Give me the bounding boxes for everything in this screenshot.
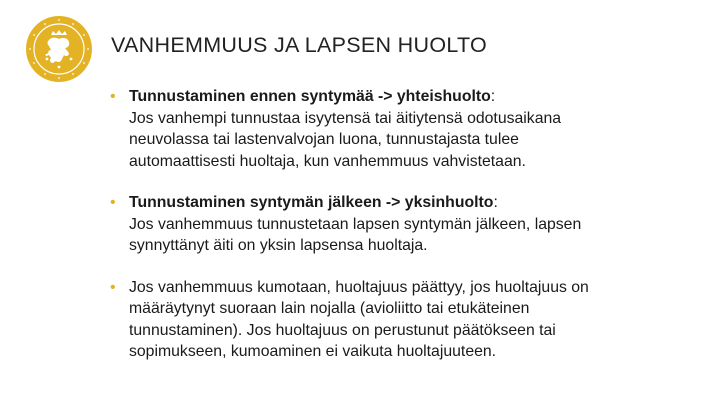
- bullet-text-line: tunnustaminen). Jos huoltajuus on perustunut päätökseen tai: [129, 321, 556, 339]
- bullet-item: [110, 192, 670, 257]
- bullet-item: [110, 277, 670, 363]
- bullet-dot: •: [110, 278, 116, 296]
- bullet-text-line: Jos vanhempi tunnustaa isyytensä tai äitiytensä odotusaikana: [129, 109, 562, 127]
- page-title: VANHEMMUUS JA LAPSEN HUOLTO: [111, 33, 488, 57]
- finnish-government-lion-logo: [25, 15, 93, 83]
- bullet-colon: :: [490, 88, 496, 105]
- bullet-text-line: määräytynyt suoraan lain nojalla (avioliitto tai etukäteinen: [129, 300, 530, 317]
- bullet-text-line: automaattisesti huoltaja, kun vanhemmuus vahvistetaan.: [129, 152, 526, 170]
- bullet-text-line: sopimukseen, kumoaminen ei vaikuta huoltajuuteen.: [129, 343, 497, 360]
- bullet-first-line: [129, 192, 670, 214]
- bullet-heading: Tunnustaminen syntymän jälkeen -> yksinhuolto: [129, 194, 494, 211]
- bullet-text-line: neuvolassa tai lastenvalvojan luona, tunnustajasta tulee: [129, 131, 519, 148]
- bullet-heading: Tunnustaminen ennen syntymää -> yhteishuolto: [129, 88, 491, 105]
- bullet-dot: •: [110, 88, 116, 105]
- bullet-text-line: synnyttänyt äiti on yksin lapsensa huoltaja.: [129, 237, 428, 254]
- bullet-item: [110, 86, 670, 172]
- bullet-text-line: Jos vanhemmuus kumotaan, huoltajuus päättyy, jos huoltajuus on: [129, 278, 589, 296]
- bullet-dot: •: [110, 194, 116, 211]
- bullet-colon: :: [493, 194, 498, 211]
- bullet-list: [110, 86, 670, 383]
- bullet-text-line: Jos vanhemmuus tunnustetaan lapsen syntymän jälkeen, lapsen: [129, 215, 582, 233]
- bullet-first-line: [129, 86, 670, 108]
